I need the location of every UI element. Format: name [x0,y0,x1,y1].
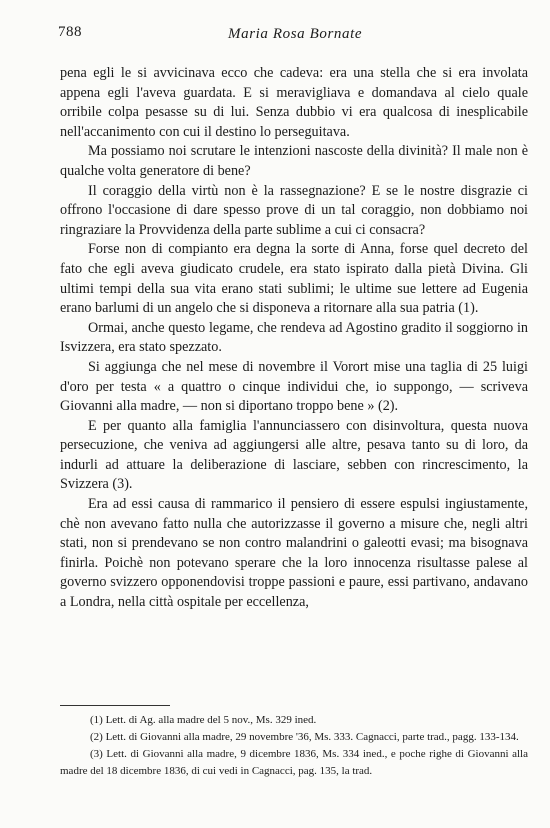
running-head: Maria Rosa Bornate [228,26,363,42]
paragraph: Ma possiamo noi scrutare le intenzioni nascoste della divinità? Il male non è qualche volta generatore di bene? [60,143,528,179]
footnotes [60,712,528,780]
paragraph: Si aggiunga che nel mese di novembre il Vorort mise una taglia di 25 luigi d'oro per testa « a quattro o cinque individui che, io suppongo, — scriveva Giovanni alla madre, — non si diportano troppo bene » (2). [60,358,528,415]
page-number: 788 [58,24,82,40]
paragraph: Era ad essi causa di rammarico il pensiero di essere espulsi ingiustamente, chè non avevano fatto nulla che autorizzasse il governo a misure che, negli altri stati, non si prendevano se non contro malandrini o galeotti evasi; ma bisognava finirla. Poichè non potevano sperare che la loro innocenza risultasse palese al governo svizzero opponendovisi troppe passioni e paure, essi partivano, andavano a Londra, nella città ospitale per eccellenza, [60,496,528,611]
paragraph-continuation: pena egli le si avvicinava ecco che cadeva: era una stella che si era involata appena egli l'aveva guardata. E si meravigliava e domandava al cielo quale orribile colpa pesasse su di lui. Senza dubbio vi era qualcosa di inesplicabile nell'accanimento con cui il destino lo perseguitava. [60,65,528,140]
body-text [60,64,528,613]
footnote: (1) Lett. di Ag. alla madre del 5 nov., Ms. 329 ined. [90,714,317,726]
paragraph: Forse non di compianto era degna la sorte di Anna, forse quel decreto del fato che egli aveva giudicato crudele, era stato ispirato dalla pietà Divina. Gli ultimi tempi della sua vita erano stati sublimi; le ultime sue lettere ad Eugenia erano barlumi di un angelo che si disponeva a ritornare alla sua patria (1). [60,241,528,317]
page-header [58,22,528,46]
footnote-separator [60,705,170,706]
paragraph: Ormai, anche questo legame, che rendeva ad Agostino gradito il soggiorno in Isvizzera, era stato spezzato. [60,319,528,356]
paragraph: E per quanto alla famiglia l'annunciassero con disinvoltura, questa nuova persecuzione, che veniva ad aggiungersi alle altre, pesava tanto su di loro, da indurli ad attuare la deliberazione di lasciare, sebben con rincrescimento, la Svizzera (3). [60,417,528,493]
footnote: (3) Lett. di Giovanni alla madre, 9 dicembre 1836, Ms. 334 ined., e poche righe di Giovanni alla madre del 18 dicembre 1836, di cui vedi in Cagnacci, pag. 135, la trad. [60,748,528,777]
paragraph: Il coraggio della virtù non è la rassegnazione? E se le nostre disgrazie ci offrono l'occasione di dare spesso prove di un tal coraggio, non dobbiamo noi ringraziare la Provvidenza della parte sublime a cui ci consacra? [60,182,528,238]
footnote: (2) Lett. di Giovanni alla madre, 29 novembre '36, Ms. 333. Cagnacci, parte trad., pagg. 133-134. [90,731,519,743]
